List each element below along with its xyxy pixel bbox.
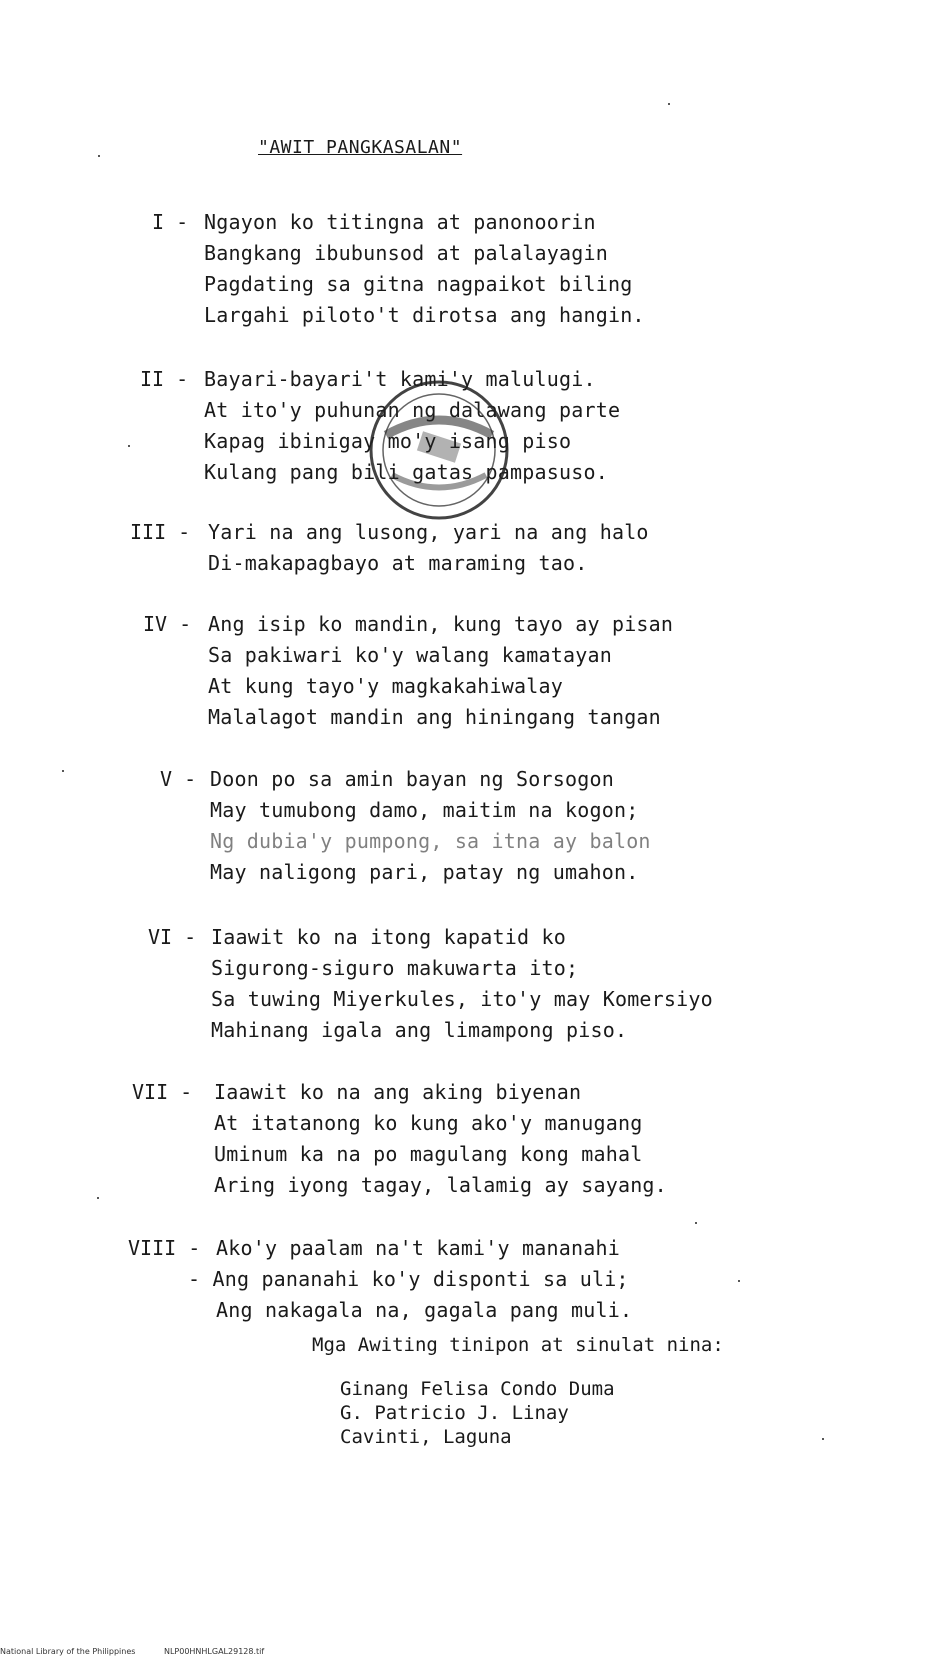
verse-line: Largahi piloto't dirotsa ang hangin. — [204, 303, 645, 327]
scan-speck — [695, 1222, 697, 1224]
credit-name: G. Patricio J. Linay — [340, 1402, 569, 1424]
verse-line: Sa pakiwari ko'y walang kamatayan — [208, 643, 612, 667]
verse-line: Sigurong-siguro makuwarta ito; — [211, 956, 579, 980]
verse-line: Uminum ka na po magulang kong mahal — [214, 1142, 643, 1166]
verse-line: Ang isip ko mandin, kung tayo ay pisan — [208, 612, 674, 636]
verse-line: Ng dubia'y pumpong, sa itna ay balon — [210, 829, 651, 853]
verse-line: Mahinang igala ang limampong piso. — [211, 1018, 628, 1042]
stanza-numeral: IV - — [143, 612, 192, 636]
verse-line: Ako'y paalam na't kami'y mananahi — [216, 1236, 620, 1260]
verse-line: Malalagot mandin ang hiningang tangan — [208, 705, 661, 729]
scan-speck — [97, 1197, 99, 1199]
document-title: "AWIT PANGKASALAN" — [258, 137, 463, 158]
verse-line: Kapag ibinigay mo'y isang piso — [204, 429, 572, 453]
verse-line: Ngayon ko titingna at panonoorin — [204, 210, 596, 234]
verse-line: Iaawit ko na ang aking biyenan — [214, 1080, 582, 1104]
scan-speck — [738, 1280, 740, 1282]
verse-line: Bayari-bayari't kami'y malulugi. — [204, 367, 596, 391]
credit-place: Cavinti, Laguna — [340, 1426, 512, 1448]
scan-speck — [62, 770, 64, 772]
verse-line: Aring iyong tagay, lalamig ay sayang. — [214, 1173, 667, 1197]
stanza-numeral: II - — [140, 367, 189, 391]
verse-line: Yari na ang lusong, yari na ang halo — [208, 520, 649, 544]
library-stamp-seal — [364, 375, 514, 525]
verse-line: Di-makapagbayo at maraming tao. — [208, 551, 588, 575]
stamp-band — [392, 475, 486, 488]
verse-line: Doon po sa amin bayan ng Sorsogon — [210, 767, 614, 791]
stanza-numeral: VIII - — [128, 1236, 201, 1260]
verse-line: Pagdating sa gitna nagpaikot biling — [204, 272, 633, 296]
credit-name: Ginang Felisa Condo Duma — [340, 1378, 615, 1400]
stanza-numeral: VI - — [148, 925, 197, 949]
verse-line: May naligong pari, patay ng umahon. — [210, 860, 639, 884]
footer-file-id: NLP00HNHLGAL29128.tif — [163, 1647, 265, 1656]
verse-line: Kulang pang bili gatas pampasuso. — [204, 460, 608, 484]
verse-line: Ang nakagala na, gagala pang muli. — [216, 1298, 633, 1322]
verse-line: Bangkang ibubunsod at palalayagin — [204, 241, 608, 265]
credits-heading: Mga Awiting tinipon at sinulat nina: — [312, 1334, 724, 1356]
stanza-numeral: VII - — [132, 1080, 193, 1104]
scan-speck — [668, 103, 670, 105]
stanza-numeral: III - — [130, 520, 191, 544]
footer-library: National Library of the Philippines — [0, 1647, 136, 1656]
verse-line: At itatanong ko kung ako'y manugang — [214, 1111, 643, 1135]
stanza-numeral: V - — [160, 767, 197, 791]
verse-line: Sa tuwing Miyerkules, ito'y may Komersiyo — [211, 987, 713, 1011]
verse-line: May tumubong damo, maitim na kogon; — [210, 798, 639, 822]
verse-line: At ito'y puhunan ng dalawang parte — [204, 398, 621, 422]
scan-footer — [0, 1647, 290, 1656]
verse-line: Iaawit ko na itong kapatid ko — [211, 925, 566, 949]
scan-speck — [128, 445, 130, 447]
verse-line: At kung tayo'y magkakahiwalay — [208, 674, 563, 698]
stamp-center-mark — [417, 431, 461, 462]
stamp-band — [386, 420, 492, 435]
stanza-numeral: I - — [152, 210, 189, 234]
scan-speck — [822, 1438, 824, 1440]
verse-line: - Ang pananahi ko'y disponti sa uli; — [188, 1267, 629, 1291]
scan-speck — [98, 155, 100, 157]
